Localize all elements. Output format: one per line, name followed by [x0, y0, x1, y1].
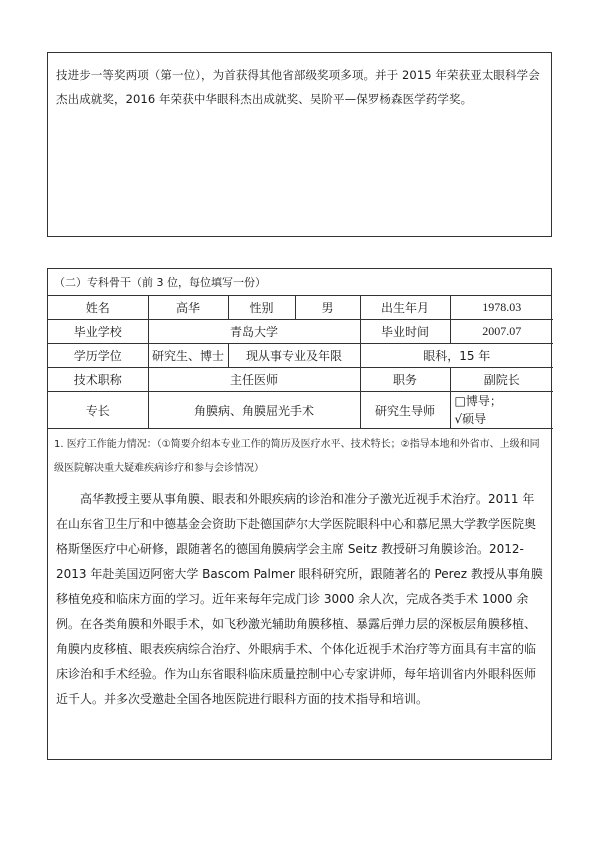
value-major-years: 眼科，15 年	[360, 344, 553, 368]
value-title: 主任医师	[148, 368, 360, 392]
value-gender: 男	[295, 296, 360, 320]
label-major-years: 现从事专业及年限	[228, 344, 360, 368]
ability-text: 高华教授主要从事角膜、眼表和外眼疾病的诊治和准分子激光近视手术治疗。2011 年在山东省卫生厅和中德基金会资助下赴德国萨尔大学医院眼科中心和慕尼黑大学教学医院奥格斯堡医疗中心研修，跟随著名的德国角膜病学会主席 Seitz 教授研习角膜诊治。2012-2013 年赴美国迈阿密大学 Bascom Palmer 眼科研究所，跟随著名的 Perez 教授从事角膜移植免疫和临床方面的学习。近年来每年完成门诊 3000 余人次，完成各类手术 1000 余例。在各类角膜和外眼手术，如飞秒激光辅助角膜移植、暴露后弹力层的深板层角膜移植、角膜内皮移植、眼表疾病综合治疗、外眼病手术、个体化近视手术治疗等方面具有丰富的临床诊治和手术经验。作为山东省眼科临床质量控制中心专家讲师，每年培训省内外眼科医师近千人。并多次受邀赴全国各地医院进行眼科方面的技术指导和培训。	[56, 492, 543, 706]
label-birth: 出生年月	[360, 296, 450, 320]
value-position: 副院长	[450, 368, 553, 392]
awards-section	[47, 52, 552, 237]
ability-note: 1. 医疗工作能力情况：（①简要介绍本专业工作的简历及医疗水平、技术特长；②指导本地和外省市、上级和同级医院解决重大疑难疾病诊疗和参与会诊情况）	[54, 439, 540, 474]
value-school: 青岛大学	[148, 320, 360, 344]
value-specialty: 角膜病、角膜屈光手术	[148, 392, 360, 429]
awards-text: 技进步一等奖两项（第一位），为首获得其他省部级奖项多项。并于 2015 年荣获亚太眼科学会杰出成就奖，2016 年荣获中华眼科杰出成就奖、吴阶平—保罗杨森医学药学奖。	[56, 68, 540, 106]
specialist-section	[47, 268, 552, 760]
label-specialty: 专长	[48, 392, 148, 429]
specialist-info-table	[48, 296, 553, 429]
label-grad-time: 毕业时间	[360, 320, 450, 344]
label-name: 姓名	[48, 296, 148, 320]
value-degree: 研究生、博士	[148, 344, 228, 368]
value-tutor	[450, 392, 553, 429]
label-gender: 性别	[228, 296, 295, 320]
tutor-master-option: √硕导	[454, 412, 487, 426]
value-name: 高华	[148, 296, 228, 320]
value-birth: 1978.03	[450, 296, 553, 320]
label-position: 职务	[360, 368, 450, 392]
tutor-phd-option: □博导；	[454, 394, 502, 408]
label-school: 毕业学校	[48, 320, 148, 344]
label-tutor: 研究生导师	[360, 392, 450, 429]
label-degree: 学历学位	[48, 344, 148, 368]
label-title: 技术职称	[48, 368, 148, 392]
value-grad-time: 2007.07	[450, 320, 553, 344]
section-title: （二）专科骨干（前 3 位，每位填写一份）	[48, 269, 551, 296]
